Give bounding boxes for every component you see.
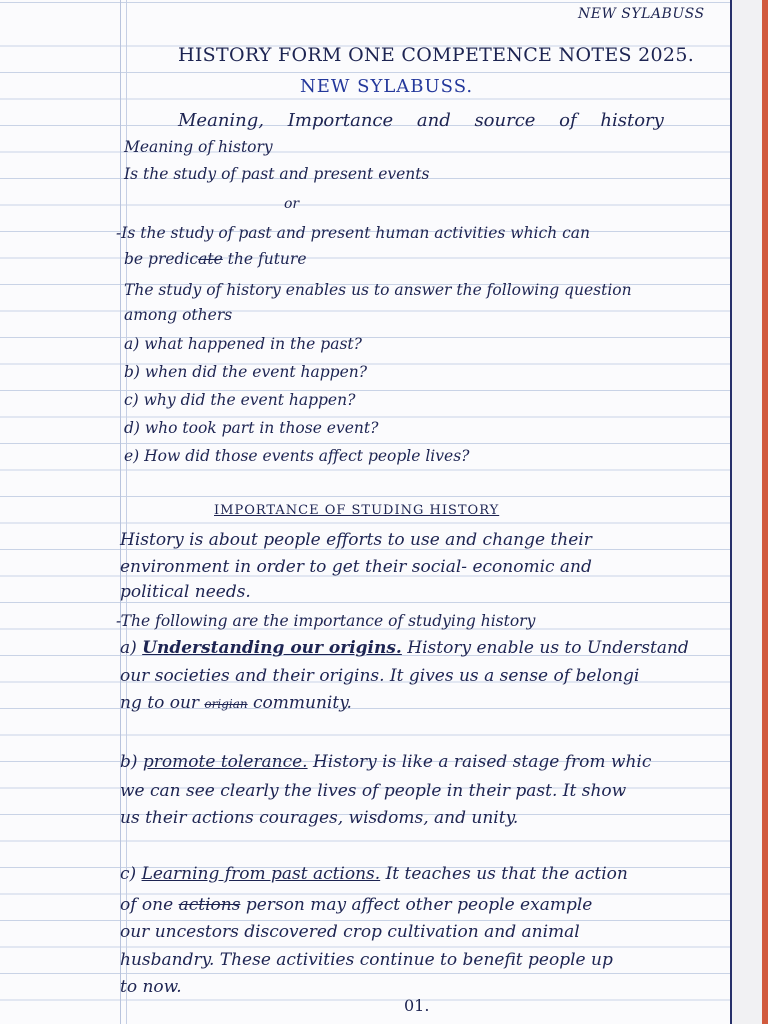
- importance-intro-3: political needs.: [120, 582, 251, 602]
- text-segment: It teaches us that the action: [380, 864, 628, 884]
- corner-label: NEW SYLABUSS: [578, 6, 705, 22]
- text-segment: History is like a raised stage from whic: [307, 752, 652, 772]
- or-text: or: [284, 196, 300, 212]
- importance-intro-1: History is about people efforts to use and change their: [120, 530, 592, 550]
- point-b-line3: us their actions courages, wisdoms, and unity.: [120, 808, 519, 828]
- topic-heading: Meaning, Importance and source of history: [178, 110, 664, 131]
- point-a-title: Understanding our origins.: [142, 638, 402, 658]
- importance-heading: IMPORTANCE OF STUDING HISTORY: [214, 503, 500, 518]
- text-segment: person may affect other people example: [240, 895, 593, 915]
- point-c-line2: [120, 895, 592, 915]
- following-line: -The following are the importance of studying history: [116, 612, 536, 630]
- question-c: c) why did the event happen?: [124, 391, 356, 409]
- definition-2-line2: [124, 250, 307, 268]
- question-b: b) when did the event happen?: [124, 363, 368, 381]
- point-prefix: c): [120, 864, 142, 884]
- point-a-line3: [120, 693, 352, 713]
- page-number: 01.: [404, 996, 430, 1015]
- point-b-title: promote tolerance.: [142, 752, 308, 772]
- question-a: a) what happened in the past?: [124, 335, 362, 353]
- page-title: HISTORY FORM ONE COMPETENCE NOTES 2025.: [178, 44, 695, 66]
- point-prefix: b): [120, 752, 143, 772]
- struck-text: actions: [178, 895, 241, 915]
- point-a-line1: [120, 638, 689, 658]
- question-d: d) who took part in those event?: [124, 419, 379, 437]
- text-segment: community.: [247, 693, 352, 713]
- point-c-line1: [120, 864, 628, 884]
- struck-text: origian: [204, 697, 248, 711]
- text-segment: the future: [222, 250, 307, 268]
- question-e: e) How did those events affect people lives?: [124, 447, 470, 465]
- text-segment: ng to our: [120, 693, 205, 713]
- point-a-line2: our societies and their origins. It gives us a sense of belongi: [120, 666, 640, 686]
- text-segment: of one: [120, 895, 179, 915]
- enables-line2: among others: [124, 306, 233, 324]
- point-prefix: a): [120, 638, 143, 658]
- struck-text: ate: [198, 250, 223, 268]
- enables-line1: The study of history enables us to answer the following question: [124, 281, 632, 299]
- point-c-line5: to now.: [120, 977, 182, 997]
- point-c-title: Learning from past actions.: [141, 864, 381, 884]
- point-b-line2: we can see clearly the lives of people in their past. It show: [120, 781, 627, 801]
- text-segment: History enable us to Understand: [401, 638, 689, 658]
- binding-red-strip: [762, 0, 768, 1024]
- importance-intro-2: environment in order to get their social- economic and: [120, 557, 592, 577]
- definition-1: Is the study of past and present events: [124, 165, 430, 183]
- point-c-line3: our uncestors discovered crop cultivation and animal: [120, 922, 580, 942]
- point-b-line1: [120, 752, 651, 772]
- text-segment: be predic: [124, 250, 199, 268]
- definition-2-line1: -Is the study of past and present human activities which can: [116, 224, 591, 242]
- page-subtitle: NEW SYLABUSS.: [300, 76, 474, 97]
- point-c-line4: husbandry. These activities continue to benefit people up: [120, 950, 613, 970]
- meaning-heading: Meaning of history: [124, 138, 273, 156]
